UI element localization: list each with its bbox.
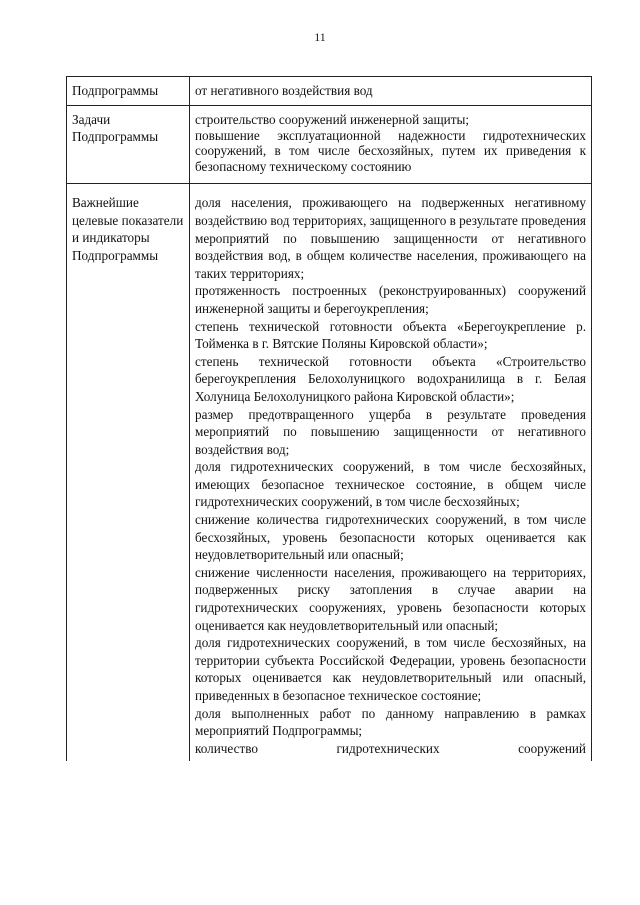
passport-table [66,76,592,761]
row-value [190,77,592,106]
table-row [67,77,592,106]
row-label: Подпрограммы [67,77,190,106]
list-item: протяженность построенных (реконструированных) сооружений инженерной защиты и берегоукрепления; [195,283,586,316]
row-value [190,184,592,762]
row-label: Задачи Подпрограммы [67,106,190,184]
list-item: степень технической готовности объекта «Строительство берегоукрепления Белохолуницкого водохранилища в г. Белая Холуница Белохолуницкого района Кировской области»; [195,353,586,404]
list-item: снижение количества гидротехнических сооружений, в том числе бесхозяйных, уровень безопасности которых оценивается как неудовлетворительный или опасный; [195,512,586,563]
list-item: строительство сооружений инженерной защиты; [195,112,469,127]
list-item: снижение численности населения, проживающего на территориях, подверженных риску затопления в случае аварии на гидротехнических сооружениях, уровень безопасности которых оценивается как неудовлетворительный или опасный; [195,564,586,633]
list-item: количество гидротехнических сооружений [195,740,586,756]
table-row [67,184,592,762]
list-item: доля населения, проживающего на подверженных негативному воздействию вод территориях, защищенного в результате проведения мероприятий по повышению защищенности от негативного воздействия вод, в общем количестве населения, проживающего на таких территориях; [195,195,586,281]
row-value [190,106,592,184]
list-item: степень технической готовности объекта «Берегоукрепление р. Тойменка в г. Вятские Поляны Кировской области»; [195,318,586,352]
table-row [67,106,592,184]
row-label: Важнейшие целевые показатели и индикаторы Подпрограммы [67,184,190,762]
list-item: размер предотвращенного ущерба в результате проведения мероприятий по повышению защищенности от негативного воздействия вод; [195,406,586,457]
list-item: доля гидротехнических сооружений, в том числе бесхозяйных, имеющих безопасное техническое состояние, в общем числе гидротехнических сооружений, в том числе бесхозяйных; [195,459,586,510]
list-item: доля выполненных работ по данному направлению в рамках мероприятий Подпрограммы; [195,705,586,739]
page-number: 11 [314,30,326,44]
list-item: повышение эксплуатационной надежности гидротехнических сооружений, в том числе бесхозяйных, путем их приведения к безопасному техническому состоянию [195,127,586,174]
list-item: доля гидротехнических сооружений, в том числе бесхозяйных, на территории субъекта Российской Федерации, уровень безопасности которых оценивается как неудовлетворительный или опасный, приведенных в безопасное техническое состояние; [195,635,586,703]
list-item: от негативного воздействия вод [195,83,373,99]
